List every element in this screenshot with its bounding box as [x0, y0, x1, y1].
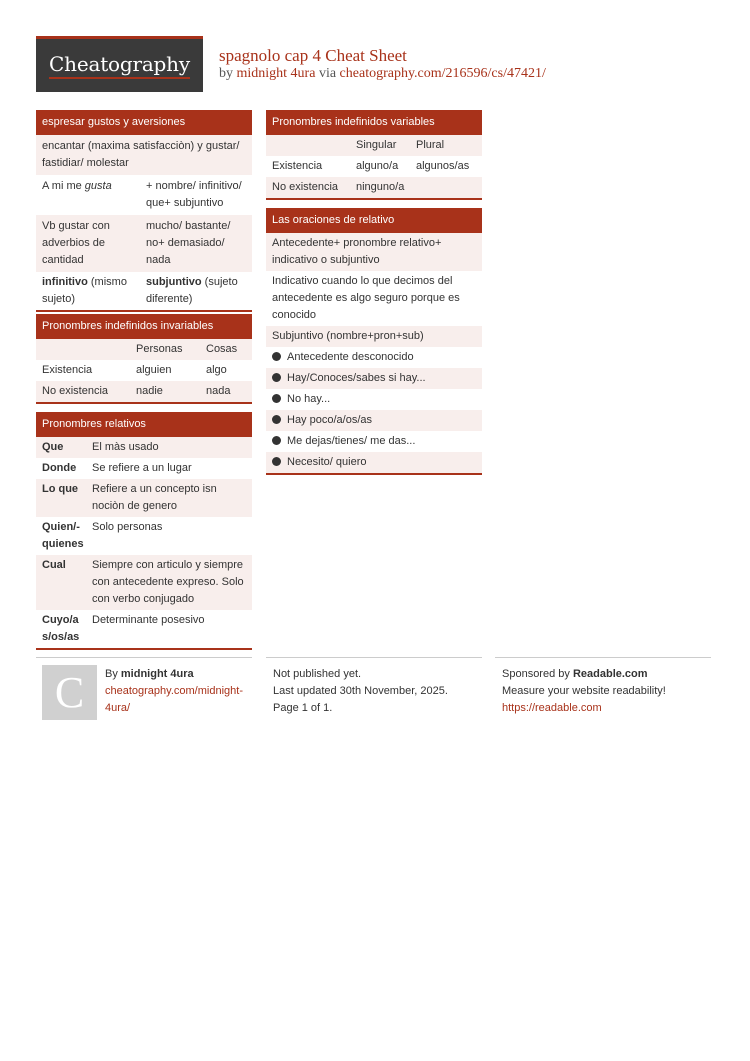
- last-updated: Last updated 30th November, 2025.: [273, 685, 448, 697]
- table-row: [36, 381, 252, 404]
- header-cell: Personas: [136, 343, 183, 355]
- table-row: [36, 175, 252, 215]
- sponsor-name: Readable.com: [572, 668, 648, 680]
- cell: No existencia: [42, 385, 109, 397]
- cell: [146, 274, 246, 308]
- avatar-letter: C: [54, 668, 85, 717]
- table-row: [36, 479, 252, 517]
- table-row: [266, 156, 482, 177]
- gustos-section: [36, 110, 252, 312]
- published-status: Not published yet.: [273, 668, 362, 680]
- definition-cell: Refiere a un concepto isn nociòn de genero: [92, 483, 217, 512]
- footer-status-block: [273, 666, 483, 717]
- section-title: Pronombres relativos: [36, 412, 252, 437]
- cell: alguien: [136, 364, 172, 376]
- section-title: Pronombres indefinidos invariables: [36, 314, 252, 339]
- invariables-section: [36, 314, 252, 404]
- footer-author-line: [105, 666, 250, 683]
- cell: [42, 274, 146, 308]
- cell: algo: [206, 364, 227, 376]
- header-cell: Cosas: [206, 343, 238, 355]
- header-cell: Plural: [416, 139, 445, 151]
- line-text: Subjuntivo (nombre+pron+sub): [272, 330, 424, 342]
- author-avatar[interactable]: [42, 665, 97, 720]
- table-row: [36, 517, 252, 555]
- page-title: spagnolo cap 4 Cheat Sheet: [219, 46, 407, 65]
- by-text: by: [219, 66, 233, 81]
- cell: [42, 178, 146, 212]
- term-cell: Que: [42, 441, 64, 453]
- section-title: espresar gustos y aversiones: [36, 110, 252, 135]
- table-row: [36, 458, 252, 479]
- table-header-row: [36, 339, 252, 360]
- cell-bold: infinitivo: [42, 276, 88, 288]
- list-item: [266, 233, 482, 271]
- cell: No existencia: [272, 181, 339, 193]
- term-cell: Lo que: [42, 483, 79, 495]
- relativos-section: [36, 412, 252, 650]
- author-link[interactable]: midnight 4ura: [236, 66, 316, 81]
- cell: + nombre/ infinitivo/ que+ subjuntivo: [146, 180, 242, 209]
- oraciones-section: [266, 208, 482, 475]
- list-item: [36, 135, 252, 175]
- cell: alguno/a: [356, 160, 399, 172]
- gustos-intro: encantar (maxima satisfacciòn) y gustar/ fastidiar/ molestar: [42, 140, 240, 169]
- cell-text: A mi me: [42, 180, 82, 192]
- footer-author-block: [105, 666, 250, 717]
- term-cell: Quien/-quienes: [42, 521, 84, 550]
- definition-cell: Siempre con articulo y siempre con antecedente expreso. Solo con verbo conjugado: [92, 559, 244, 605]
- cell: nadie: [136, 385, 163, 397]
- table-row: [36, 272, 252, 312]
- table-row: [266, 177, 482, 200]
- list-item: [266, 452, 482, 475]
- table-header-row: [266, 135, 482, 156]
- table-row: [36, 360, 252, 381]
- byline: [219, 66, 546, 82]
- page-number: Page 1 of 1.: [273, 702, 333, 714]
- list-item: [266, 431, 482, 452]
- list-item: [266, 389, 482, 410]
- footer-divider: [266, 657, 482, 658]
- bullet-item: Me dejas/tienes/ me das...: [272, 433, 476, 450]
- sponsor-line: [502, 666, 712, 683]
- cheatography-logo[interactable]: [36, 36, 203, 92]
- table-row: [36, 437, 252, 458]
- line-text: Indicativo cuando lo que decimos del antecedente es algo seguro porque es conocido: [272, 275, 460, 321]
- list-item: [266, 410, 482, 431]
- logo-text: Cheatography: [49, 52, 190, 79]
- header-cell: [42, 341, 136, 358]
- footer-author-link[interactable]: cheatography.com/midnight-4ura/: [105, 685, 243, 714]
- sponsored-text: Sponsored by: [502, 668, 570, 680]
- term-cell: Donde: [42, 462, 77, 474]
- cell: algunos/as: [416, 160, 470, 172]
- definition-cell: El màs usado: [92, 441, 159, 453]
- line-text: Antecedente+ pronombre relativo+ indicativo o subjuntivo: [272, 237, 442, 266]
- section-title: Pronombres indefinidos variables: [266, 110, 482, 135]
- definition-cell: Se refiere a un lugar: [92, 462, 192, 474]
- cell: Existencia: [272, 160, 323, 172]
- list-item: [266, 271, 482, 326]
- cell: nada: [206, 385, 231, 397]
- cell: [416, 179, 476, 196]
- footer-sponsor-block: [502, 666, 712, 717]
- bullet-item: Necesito/ quiero: [272, 454, 476, 471]
- footer-author-name: midnight 4ura: [120, 668, 194, 680]
- header-cell: Singular: [356, 139, 397, 151]
- footer-divider: [36, 657, 252, 658]
- list-item: [266, 326, 482, 347]
- footer-divider: [495, 657, 711, 658]
- term-cell: Cual: [42, 559, 66, 571]
- bullet-item: Hay/Conoces/sabes si hay...: [272, 370, 476, 387]
- definition-cell: Solo personas: [92, 521, 163, 533]
- variables-section: [266, 110, 482, 200]
- section-title: Las oraciones de relativo: [266, 208, 482, 233]
- bullet-item: No hay...: [272, 391, 476, 408]
- sponsor-link[interactable]: https://readable.com: [502, 702, 602, 714]
- header-cell: [272, 137, 356, 154]
- cell: Vb gustar con adverbios de cantidad: [42, 220, 110, 266]
- table-row: [36, 555, 252, 610]
- definition-cell: Determinante posesivo: [92, 614, 205, 626]
- table-row: [36, 610, 252, 650]
- term-cell: Cuyo/a s/os/as: [42, 614, 80, 643]
- bullet-item: Antecedente desconocido: [272, 349, 476, 366]
- table-row: [36, 215, 252, 272]
- sheet-url-link[interactable]: cheatography.com/216596/cs/47421/: [339, 66, 546, 81]
- cell: Existencia: [42, 364, 93, 376]
- list-item: [266, 347, 482, 368]
- cell: ninguno/a: [356, 181, 405, 193]
- list-item: [266, 368, 482, 389]
- cell-italic: gusta: [84, 180, 112, 192]
- cell-text: (mismo sujeto): [42, 276, 127, 305]
- cell-bold: subjuntivo: [146, 276, 202, 288]
- sponsor-tagline: Measure your website readability!: [502, 685, 666, 697]
- cell: mucho/ bastante/ no+ demasiado/ nada: [146, 220, 231, 266]
- bullet-item: Hay poco/a/os/as: [272, 412, 476, 429]
- by-text: By: [105, 668, 118, 680]
- cell-text: (sujeto diferente): [146, 276, 238, 305]
- via-text: via: [318, 66, 337, 81]
